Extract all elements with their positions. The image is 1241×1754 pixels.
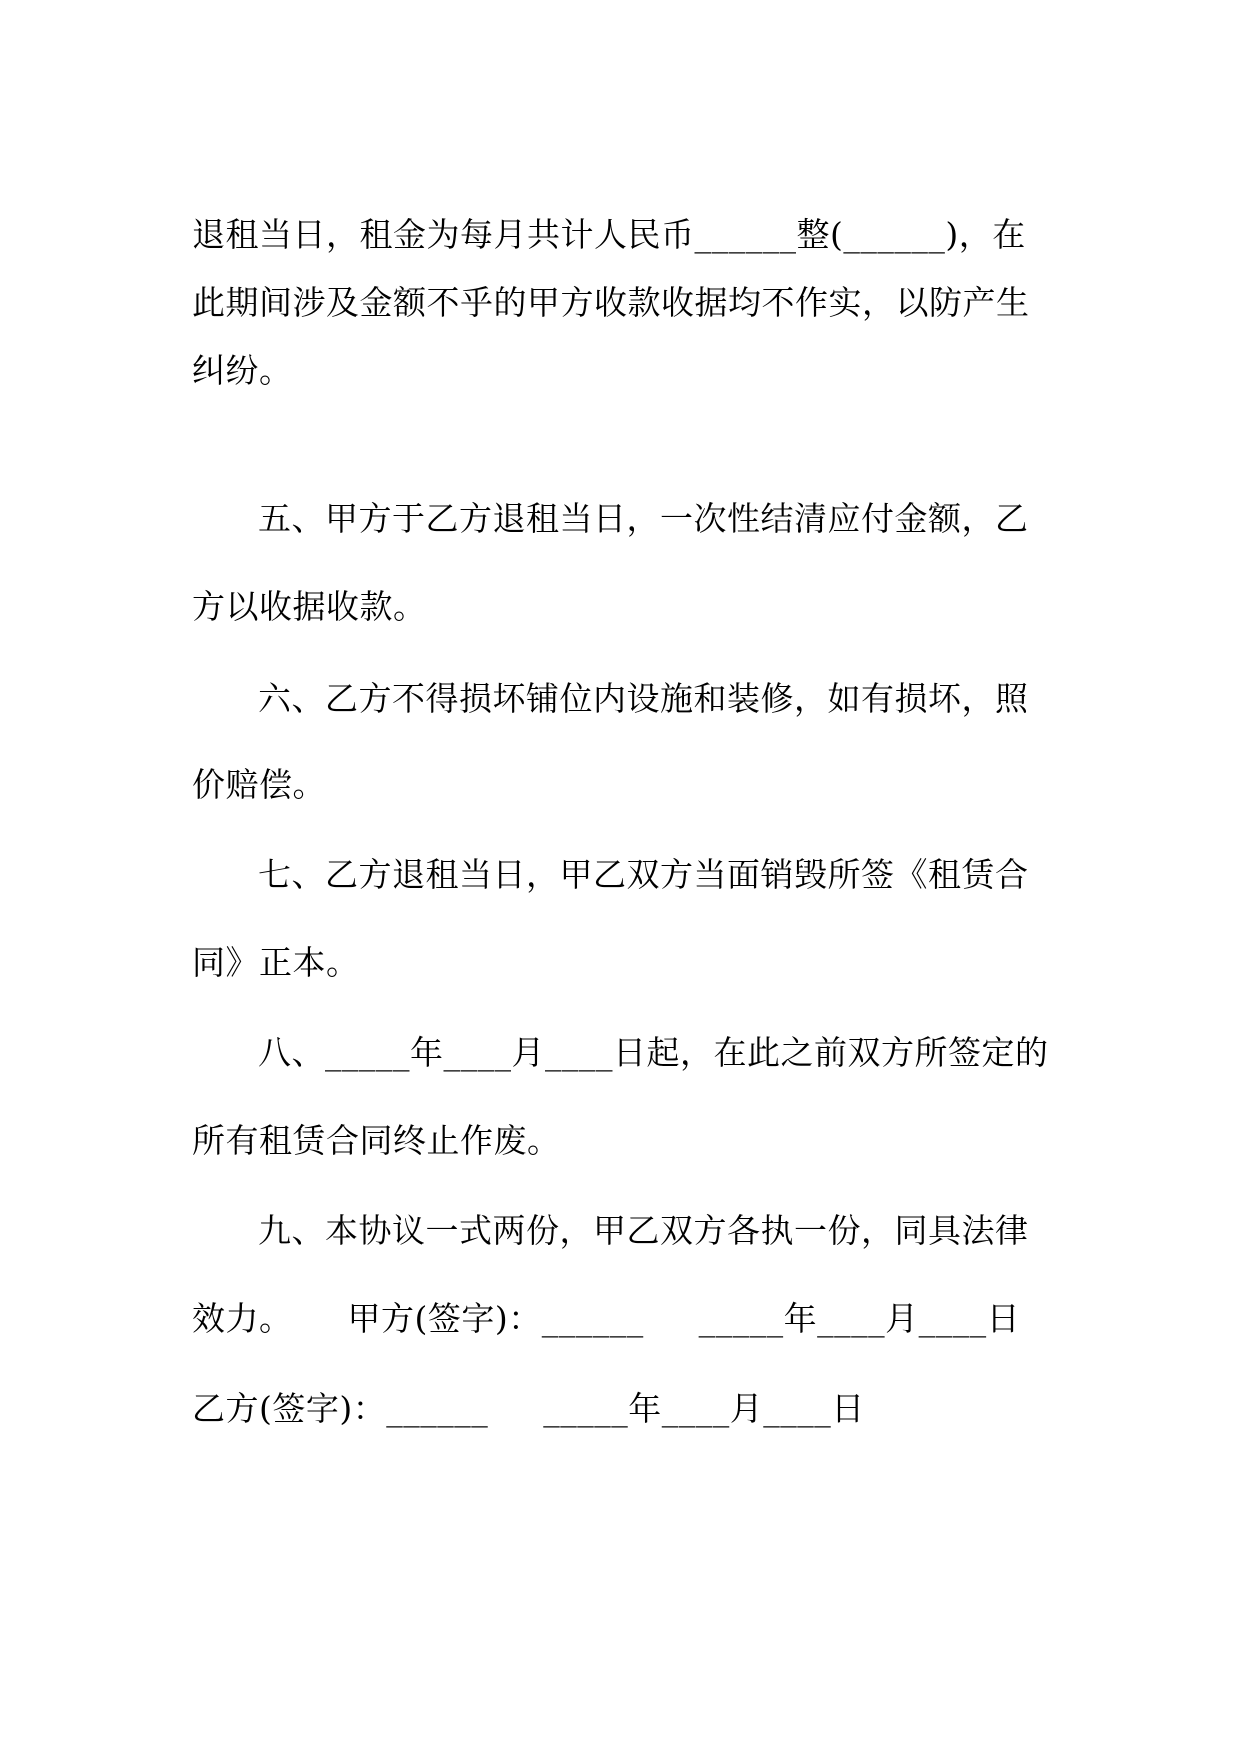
- clause-7-line-2: 同》正本。: [192, 943, 360, 982]
- paragraph-4-line-1: 退租当日，租金为每月共计人民币______整(______)，在: [192, 215, 1026, 254]
- clause-9-line-2-party-a-signature: 效力。 甲方(签字)：______ _____年____月____日: [192, 1299, 1021, 1338]
- paragraph-4-line-2: 此期间涉及金额不乎的甲方收款收据均不作实，以防产生: [192, 283, 1030, 322]
- clause-6-line-1: 六、乙方不得损坏铺位内设施和装修，如有损坏，照: [258, 679, 1029, 718]
- clause-5-line-2: 方以收据收款。: [192, 587, 427, 626]
- clause-8-line-1: 八、_____年____月____日起，在此之前双方所签定的: [258, 1033, 1049, 1072]
- party-b-signature-line: 乙方(签字)：______ _____年____月____日: [192, 1389, 865, 1428]
- clause-5-line-1: 五、甲方于乙方退租当日，一次性结清应付金额，乙: [258, 499, 1029, 538]
- clause-9-line-1: 九、本协议一式两份，甲乙双方各执一份，同具法律: [258, 1211, 1029, 1250]
- clause-8-line-2: 所有租赁合同终止作废。: [192, 1121, 561, 1160]
- paragraph-4-line-3: 纠纷。: [192, 351, 293, 390]
- clause-7-line-1: 七、乙方退租当日，甲乙双方当面销毁所签《租赁合: [258, 855, 1029, 894]
- clause-6-line-2: 价赔偿。: [192, 765, 326, 804]
